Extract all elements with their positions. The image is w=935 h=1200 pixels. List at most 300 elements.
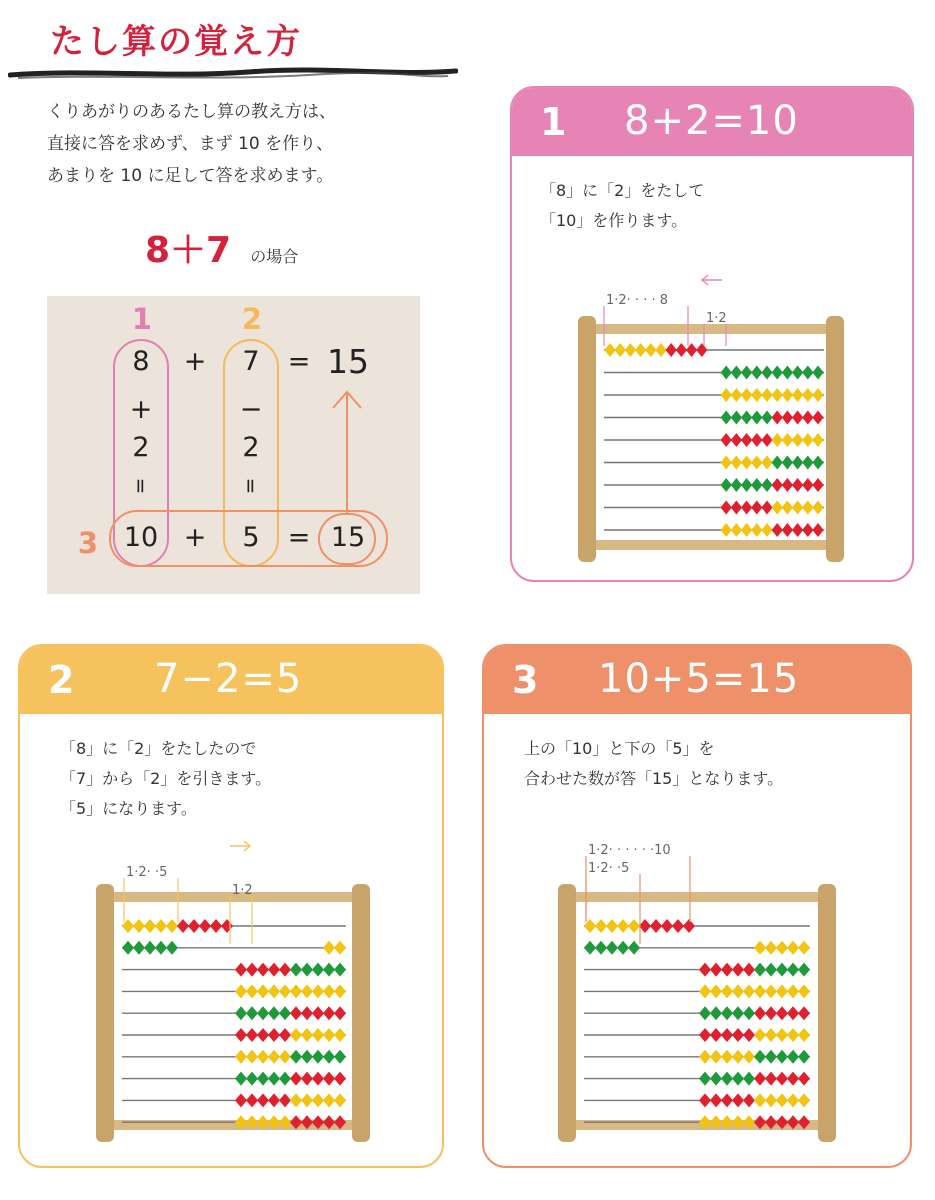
abacus-bead xyxy=(792,523,803,537)
step-number: 1 xyxy=(540,100,567,144)
abacus-right-post xyxy=(352,884,370,1142)
abacus-bead xyxy=(782,456,793,470)
abacus-bead xyxy=(177,919,189,933)
abacus-bead xyxy=(802,366,813,380)
abacus-bead xyxy=(776,1072,788,1086)
abacus-bead xyxy=(776,1006,788,1020)
abacus-bead xyxy=(743,984,755,998)
abacus-bead xyxy=(761,523,772,537)
abacus-left-post xyxy=(558,884,576,1142)
step-line: 上の「10」と下の「5」を xyxy=(524,739,715,758)
abacus-bead xyxy=(246,1006,258,1020)
abacus-bead xyxy=(235,1028,247,1042)
abacus-bead xyxy=(268,1050,280,1064)
diagram-top-7: 7 xyxy=(242,346,260,377)
abacus-bead xyxy=(812,388,823,402)
abacus-bead xyxy=(802,478,813,492)
abacus-bead xyxy=(246,1072,258,1086)
abacus-bead xyxy=(166,919,178,933)
diagram-col2-eq: = xyxy=(239,477,263,495)
abacus-bead xyxy=(754,941,766,955)
abacus-bead xyxy=(699,1006,711,1020)
abacus-bead xyxy=(683,919,695,933)
annotation-label: 1·2· · · · 8 xyxy=(606,293,669,308)
abacus-bead xyxy=(606,941,618,955)
abacus-bead xyxy=(334,984,346,998)
abacus-bead xyxy=(741,433,752,447)
abacus-bead xyxy=(144,941,156,955)
abacus-bead xyxy=(699,984,711,998)
abacus-bead xyxy=(787,1093,799,1107)
abacus-bead xyxy=(334,1093,346,1107)
step-card-3 xyxy=(482,644,912,1168)
abacus-bead xyxy=(751,366,762,380)
abacus-bead xyxy=(323,1072,335,1086)
abacus-bead xyxy=(721,523,732,537)
abacus-bead xyxy=(772,478,783,492)
abacus-bead xyxy=(279,1093,291,1107)
diagram-col2-op: − xyxy=(239,394,263,425)
abacus-bead xyxy=(699,963,711,977)
diagram-top-8: 8 xyxy=(132,346,150,377)
abacus-bead xyxy=(761,478,772,492)
abacus-illustration xyxy=(512,88,914,582)
abacus-bead xyxy=(741,523,752,537)
abacus-bead xyxy=(782,501,793,515)
abacus-bead xyxy=(676,343,687,357)
abacus-bead xyxy=(782,411,793,425)
abacus-bead xyxy=(268,1006,280,1020)
diagram-bottom-15: 15 xyxy=(330,522,366,553)
abacus-bead xyxy=(721,963,733,977)
abacus-right-post xyxy=(826,316,844,562)
abacus-bead xyxy=(710,984,722,998)
abacus-bead xyxy=(787,984,799,998)
abacus-bead xyxy=(802,411,813,425)
step-card-1 xyxy=(510,86,914,582)
abacus-bead xyxy=(334,1006,346,1020)
abacus-bead xyxy=(595,941,607,955)
abacus-bead xyxy=(751,478,762,492)
abacus-bead xyxy=(782,366,793,380)
diagram-col1-2: 2 xyxy=(132,432,150,463)
abacus-bead xyxy=(812,366,823,380)
abacus-bead xyxy=(765,1050,777,1064)
abacus-bead xyxy=(625,343,636,357)
abacus-bead xyxy=(812,433,823,447)
abacus-bead xyxy=(246,1093,258,1107)
abacus-bead xyxy=(144,919,156,933)
abacus-bead xyxy=(290,1006,302,1020)
abacus-bead xyxy=(721,1050,733,1064)
abacus-bead xyxy=(792,456,803,470)
abacus-bead xyxy=(732,984,744,998)
step-equation: 8+2=10 xyxy=(624,98,799,144)
annotation-label: 1·2· · · · · ·10 xyxy=(588,843,671,858)
abacus-bead xyxy=(743,963,755,977)
abacus-bead xyxy=(761,366,772,380)
abacus-bead xyxy=(732,1050,744,1064)
abacus-bead xyxy=(595,919,607,933)
abacus-bead xyxy=(787,1050,799,1064)
abacus-bead xyxy=(710,1072,722,1086)
abacus-bead xyxy=(798,984,810,998)
abacus-bead xyxy=(323,941,335,955)
abacus-bead xyxy=(772,366,783,380)
abacus-bead xyxy=(301,984,313,998)
annotation-label: 1·2· ·5 xyxy=(588,861,630,876)
abacus-bead xyxy=(731,366,742,380)
abacus-bead xyxy=(290,963,302,977)
abacus-bead xyxy=(765,1072,777,1086)
abacus-bead xyxy=(210,919,222,933)
abacus-bead xyxy=(279,1006,291,1020)
abacus-bead xyxy=(699,1093,711,1107)
abacus-illustration xyxy=(484,646,912,1168)
abacus-bead xyxy=(798,1093,810,1107)
abacus-bead xyxy=(323,984,335,998)
abacus-bead xyxy=(754,1072,766,1086)
intro-line: あまりを 10 に足して答を求めます。 xyxy=(47,166,334,186)
abacus-bead xyxy=(257,1072,269,1086)
step-number-2: 2 xyxy=(241,302,263,336)
abacus-bead xyxy=(584,941,596,955)
intro-line: くりあがりのあるたし算の教え方は、 xyxy=(47,102,336,122)
abacus-bead xyxy=(732,1072,744,1086)
abacus-bead xyxy=(312,1072,324,1086)
abacus-bead xyxy=(268,1028,280,1042)
abacus-bead xyxy=(743,1093,755,1107)
diagram-bottom-5: 5 xyxy=(242,522,260,553)
abacus-bottom-rail xyxy=(582,540,840,550)
abacus-bead xyxy=(666,343,677,357)
abacus-bead xyxy=(721,1006,733,1020)
abacus-bead xyxy=(754,1028,766,1042)
abacus-top-rail xyxy=(562,892,832,902)
abacus-bead xyxy=(257,1028,269,1042)
abacus-bead xyxy=(782,523,793,537)
abacus-bead xyxy=(290,1050,302,1064)
abacus-bead xyxy=(323,1093,335,1107)
abacus-bead xyxy=(802,456,813,470)
abacus-bead xyxy=(721,388,732,402)
abacus-bead xyxy=(699,1028,711,1042)
abacus-bead xyxy=(721,984,733,998)
abacus-bead xyxy=(721,501,732,515)
abacus-bead xyxy=(798,1050,810,1064)
abacus-bead xyxy=(732,963,744,977)
abacus-bead xyxy=(661,919,673,933)
abacus-bead xyxy=(246,963,258,977)
abacus-bead xyxy=(334,1072,346,1086)
intro-line: 直接に答を求めず、まず 10 を作り、 xyxy=(47,134,334,154)
abacus-bead xyxy=(235,1050,247,1064)
abacus-bead xyxy=(257,984,269,998)
abacus-bead xyxy=(312,1093,324,1107)
step-card-2 xyxy=(18,644,444,1168)
abacus-bead xyxy=(312,984,324,998)
abacus-bead xyxy=(188,919,200,933)
abacus-bead xyxy=(754,963,766,977)
intro-text xyxy=(47,96,336,192)
abacus-bead xyxy=(301,1028,313,1042)
abacus-bead xyxy=(765,963,777,977)
abacus-bead xyxy=(754,1050,766,1064)
example-suffix: の場合 xyxy=(250,247,299,266)
abacus-bead xyxy=(732,1028,744,1042)
abacus-bead xyxy=(761,501,772,515)
abacus-bead xyxy=(235,1093,247,1107)
abacus-bead xyxy=(334,941,346,955)
brush-underline xyxy=(8,64,458,84)
abacus-bead xyxy=(257,1050,269,1064)
abacus-right-post xyxy=(818,884,836,1142)
abacus-bead xyxy=(301,1093,313,1107)
abacus-left-post xyxy=(578,316,596,562)
abacus-bead xyxy=(268,963,280,977)
abacus-bead xyxy=(772,523,783,537)
step-line: 「7」から「2」を引きます。 xyxy=(60,769,272,788)
abacus-bead xyxy=(798,941,810,955)
abacus-bead xyxy=(279,1050,291,1064)
abacus-bead xyxy=(323,1050,335,1064)
abacus-bead xyxy=(617,941,629,955)
step-line: 「10」を作ります。 xyxy=(540,211,688,230)
abacus-bead xyxy=(741,388,752,402)
abacus-bead xyxy=(741,501,752,515)
abacus-bead xyxy=(312,1006,324,1020)
abacus-bead xyxy=(731,478,742,492)
abacus-bead xyxy=(743,1050,755,1064)
abacus-bead xyxy=(301,963,313,977)
diagram-top-15: 15 xyxy=(327,342,369,381)
abacus-bead xyxy=(721,478,732,492)
abacus-bead xyxy=(628,941,640,955)
abacus-bead xyxy=(699,1072,711,1086)
abacus-bead xyxy=(334,1028,346,1042)
abacus-bead xyxy=(721,433,732,447)
abacus-bead xyxy=(323,1028,335,1042)
abacus-bead xyxy=(754,1093,766,1107)
abacus-bead xyxy=(635,343,646,357)
abacus-bead xyxy=(279,1028,291,1042)
diagram-top-plus: + xyxy=(183,346,207,377)
abacus-bead xyxy=(776,963,788,977)
abacus-bead xyxy=(782,478,793,492)
step-line: 「5」になります。 xyxy=(60,799,197,818)
abacus-bead xyxy=(290,1093,302,1107)
diagram-col1-op: + xyxy=(129,394,153,425)
abacus-bead xyxy=(787,941,799,955)
abacus-bead xyxy=(765,1093,777,1107)
abacus-bead xyxy=(268,984,280,998)
step-equation: 7−2=5 xyxy=(154,656,303,702)
abacus-bead xyxy=(721,1093,733,1107)
abacus-bead xyxy=(761,456,772,470)
step-number: 2 xyxy=(48,658,75,702)
abacus-bead xyxy=(754,1006,766,1020)
abacus-bead xyxy=(787,963,799,977)
abacus-bead xyxy=(268,1093,280,1107)
diagram-bottom-equals: = xyxy=(287,522,311,553)
abacus-bead xyxy=(133,919,145,933)
abacus-bead xyxy=(798,1006,810,1020)
abacus-bead xyxy=(334,1050,346,1064)
abacus-bead xyxy=(699,1050,711,1064)
abacus-bead xyxy=(710,1006,722,1020)
abacus-bead xyxy=(710,1050,722,1064)
abacus-bead xyxy=(155,919,167,933)
calculation-diagram xyxy=(47,296,420,594)
annotation-label: 1·2 xyxy=(706,311,727,326)
abacus-bead xyxy=(743,1028,755,1042)
abacus-bead xyxy=(235,963,247,977)
abacus-bead xyxy=(279,1072,291,1086)
step-line: 合わせた数が答「15」となります。 xyxy=(524,769,784,788)
abacus-bead xyxy=(606,919,618,933)
example-expression: 8＋7 xyxy=(145,230,232,271)
abacus-bead xyxy=(792,366,803,380)
abacus-bead xyxy=(731,523,742,537)
abacus-bead xyxy=(323,963,335,977)
abacus-bead xyxy=(787,1072,799,1086)
abacus-bead xyxy=(301,1072,313,1086)
abacus-bead xyxy=(792,411,803,425)
abacus-bead xyxy=(235,1006,247,1020)
abacus-bead xyxy=(312,963,324,977)
abacus-bead xyxy=(802,433,813,447)
abacus-bead xyxy=(772,411,783,425)
abacus-bead xyxy=(696,343,707,357)
abacus-bead xyxy=(731,411,742,425)
abacus-bead xyxy=(743,1006,755,1020)
abacus-bead xyxy=(798,1072,810,1086)
example-heading xyxy=(145,222,298,273)
abacus-bead xyxy=(751,523,762,537)
abacus-bead xyxy=(812,411,823,425)
page-title: たし算の覚え方 xyxy=(50,22,302,62)
abacus-bead xyxy=(792,388,803,402)
abacus-bead xyxy=(301,1006,313,1020)
abacus-bead xyxy=(751,411,762,425)
diagram-col2-2: 2 xyxy=(242,432,260,463)
abacus-bead xyxy=(782,388,793,402)
abacus-bead xyxy=(772,388,783,402)
abacus-bead xyxy=(751,433,762,447)
abacus-bead xyxy=(802,501,813,515)
abacus-bead xyxy=(741,366,752,380)
abacus-bead xyxy=(812,456,823,470)
abacus-left-post xyxy=(96,884,114,1142)
abacus-bead xyxy=(732,1093,744,1107)
step-number-3: 3 xyxy=(77,526,99,560)
abacus-bead xyxy=(323,1006,335,1020)
abacus-bead xyxy=(772,501,783,515)
abacus-bead xyxy=(761,433,772,447)
abacus-bead xyxy=(268,1072,280,1086)
abacus-bead xyxy=(645,343,656,357)
abacus-bead xyxy=(741,411,752,425)
abacus-bead xyxy=(731,456,742,470)
abacus-bead xyxy=(802,523,813,537)
abacus-bead xyxy=(721,411,732,425)
abacus-bead xyxy=(776,941,788,955)
abacus-bead xyxy=(257,1006,269,1020)
abacus-bead xyxy=(279,963,291,977)
abacus-bead xyxy=(772,433,783,447)
abacus-bead xyxy=(221,919,233,933)
abacus-bead xyxy=(776,1050,788,1064)
abacus-bead xyxy=(741,456,752,470)
abacus-bead xyxy=(761,388,772,402)
step-number: 3 xyxy=(512,658,539,702)
abacus-bead xyxy=(792,501,803,515)
abacus-bead xyxy=(776,984,788,998)
diagram-col1-eq: = xyxy=(129,477,153,495)
abacus-illustration xyxy=(20,646,444,1168)
abacus-bead xyxy=(279,984,291,998)
abacus-bead xyxy=(155,941,167,955)
abacus-bead xyxy=(290,1072,302,1086)
step-line: 「8」に「2」をたして xyxy=(540,181,705,200)
abacus-bead xyxy=(639,919,651,933)
abacus-bead xyxy=(246,984,258,998)
abacus-bead xyxy=(776,1028,788,1042)
abacus-bead xyxy=(751,456,762,470)
abacus-bead xyxy=(334,963,346,977)
abacus-bead xyxy=(743,1072,755,1086)
abacus-bead xyxy=(710,1028,722,1042)
abacus-bead xyxy=(166,941,178,955)
abacus-bead xyxy=(754,984,766,998)
diagram-bottom-plus: + xyxy=(183,522,207,553)
abacus-bead xyxy=(765,984,777,998)
abacus-bead xyxy=(672,919,684,933)
abacus-bead xyxy=(290,984,302,998)
step-line: 「8」に「2」をたしたので xyxy=(60,739,257,758)
abacus-bead xyxy=(721,1072,733,1086)
abacus-bead xyxy=(792,433,803,447)
abacus-bead xyxy=(812,523,823,537)
abacus-bead xyxy=(312,1050,324,1064)
annotation-label: 1·2 xyxy=(232,883,253,898)
diagram-bottom-10: 10 xyxy=(123,522,159,553)
abacus-bead xyxy=(765,941,777,955)
abacus-bead xyxy=(776,1093,788,1107)
abacus-bead xyxy=(732,1006,744,1020)
abacus-bead xyxy=(122,941,134,955)
abacus-bead xyxy=(787,1028,799,1042)
abacus-bead xyxy=(731,433,742,447)
abacus-bead xyxy=(731,501,742,515)
abacus-bead xyxy=(772,456,783,470)
diagram-top-equals: = xyxy=(287,346,311,377)
abacus-bead xyxy=(751,501,762,515)
abacus-bead xyxy=(710,963,722,977)
abacus-bead xyxy=(257,963,269,977)
step-number-1: 1 xyxy=(131,302,153,336)
abacus-bead xyxy=(133,941,145,955)
abacus-bead xyxy=(731,388,742,402)
abacus-bead xyxy=(802,388,813,402)
abacus-bead xyxy=(812,478,823,492)
abacus-bead xyxy=(792,478,803,492)
abacus-bead xyxy=(199,919,211,933)
abacus-bead xyxy=(765,1006,777,1020)
abacus-bead xyxy=(257,1093,269,1107)
abacus-bead xyxy=(301,1050,313,1064)
abacus-bead xyxy=(235,984,247,998)
